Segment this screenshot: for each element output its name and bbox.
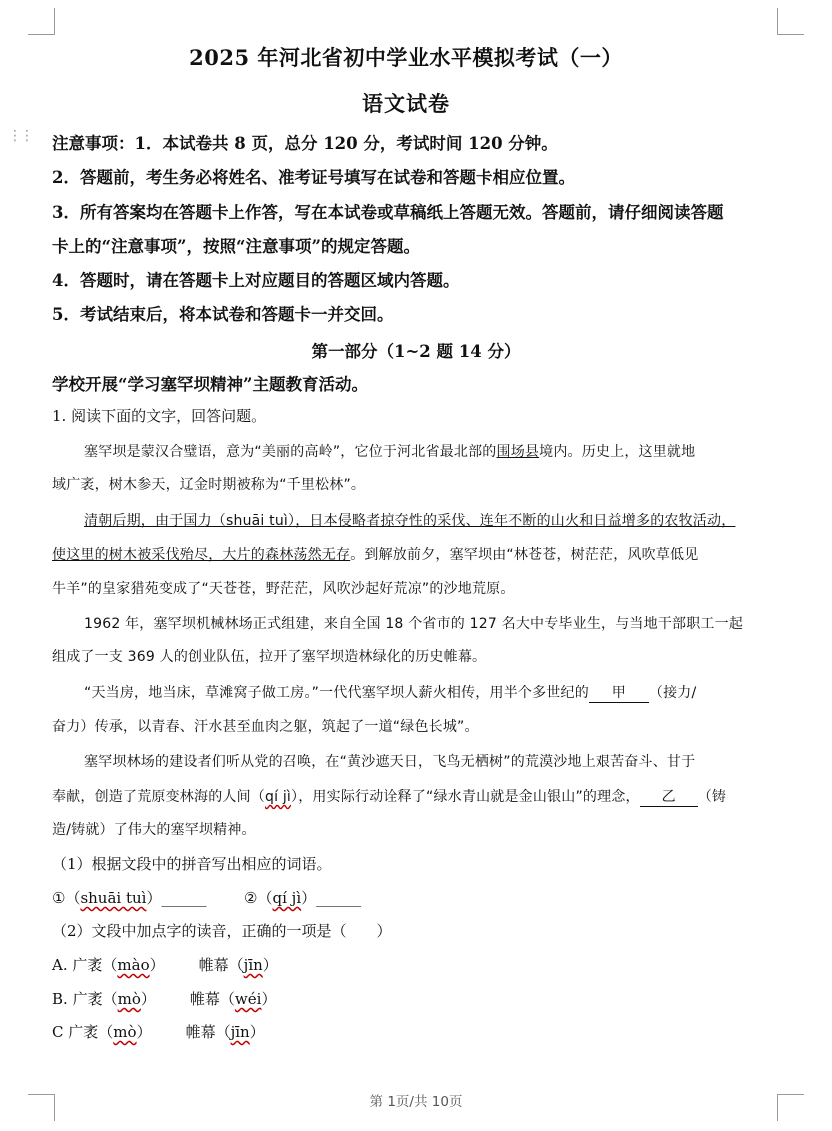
- crop-mark-top-right: [777, 8, 804, 35]
- notice-line-1: 注意事项：1．本试卷共 8 页，总分 120 分，考试时间 120 分钟。: [52, 134, 558, 153]
- passage-line: 使这里的树木被采伐殆尽，大片的森林荡然无存。到解放前夕，塞罕坝由“林苍苍，树茫茫，风吹草低见: [52, 547, 699, 563]
- passage-line: 域广袤，树木参天，辽金时期被称为“千里松林”。: [52, 477, 366, 493]
- notice-line-2: 2．答题前，考生务必将姓名、准考证号填写在试卷和答题卡相应位置。: [52, 168, 575, 187]
- passage-line-underlined: 清朝后期，由于国力（shuāi tuì），日本侵略者掠夺性的采伐、连年不断的山火和日益增多的农牧活动，: [84, 513, 736, 529]
- passage-line: 塞罕坝是蒙汉合璧语，意为“美丽的高岭”，它位于河北省最北部的围场县境内。历史上，这里就地: [84, 444, 696, 460]
- notice-line-6: 5．考试结束后，将本试卷和答题卡一并交回。: [52, 305, 394, 324]
- section-title: 第一部分（1~2 题 14 分）: [311, 342, 521, 361]
- notice-line-4: 卡上的“注意事项”，按照“注意事项”的规定答题。: [52, 237, 420, 256]
- passage-line: “天当房，地当床，草滩窝子做工房。”一代代塞罕坝人薪火相传，用半个多世纪的 甲 （接力/: [84, 682, 696, 703]
- drag-handle-icon[interactable]: ⋮⋮: [8, 128, 32, 144]
- page-subtitle: 语文试卷: [362, 91, 450, 116]
- passage-line: 造/铸就）了伟大的塞罕坝精神。: [52, 822, 256, 838]
- sub-question-2: （2）文段中加点字的读音，正确的一项是（ ）: [52, 922, 392, 940]
- blank-yi[interactable]: 乙: [640, 786, 698, 807]
- notice-line-3: 3．所有答案均在答题卡上作答，写在本试卷或草稿纸上答题无效。答题前，请仔细阅读答题: [52, 203, 724, 222]
- passage-line: 1962 年，塞罕坝机械林场正式组建，来自全国 18 个省市的 127 名大中专毕业生，与当地干部职工一起: [84, 616, 744, 632]
- question-1-prompt: 1. 阅读下面的文字，回答问题。: [52, 407, 267, 425]
- option-c[interactable]: C 广袤（mò） 帷幕（jīn）: [52, 1023, 265, 1041]
- page-title: 2025 年河北省初中学业水平模拟考试（一）: [189, 45, 623, 70]
- blank-jia[interactable]: 甲: [589, 682, 649, 703]
- passage-line: 组成了一支 369 人的创业队伍，拉开了塞罕坝造林绿化的历史帷幕。: [52, 649, 487, 665]
- passage-line: 奋力）传承，以青春、汗水甚至血肉之躯，筑起了一道“绿色长城”。: [52, 719, 479, 735]
- notice-line-5: 4．答题时，请在答题卡上对应题目的答题区域内答题。: [52, 271, 460, 290]
- crop-mark-top-left: [28, 8, 55, 35]
- page-footer: 第 1页/共 10页: [369, 1094, 463, 1110]
- passage-line: 牛羊”的皇家猎苑变成了“天苍苍，野茫茫，风吹沙起好荒凉”的沙地荒原。: [52, 581, 515, 597]
- theme-line: 学校开展“学习塞罕坝精神”主题教育活动。: [52, 375, 368, 394]
- sub-question-1-blanks: ①（shuāi tuì）______ ②（qí jì）______: [52, 889, 362, 907]
- passage-line: 塞罕坝林场的建设者们听从党的召唤，在“黄沙遮天日，飞鸟无栖树”的荒漠沙地上艰苦奋斗、甘于: [84, 754, 696, 770]
- option-a[interactable]: A. 广袤（mào） 帷幕（jīn）: [52, 956, 278, 974]
- passage-line: 奉献，创造了荒原变林海的人间（qí jì），用实际行动诠释了“绿水青山就是金山银山”的理念， 乙 （铸: [52, 786, 726, 807]
- sub-question-1: （1）根据文段中的拼音写出相应的词语。: [52, 855, 332, 873]
- option-b[interactable]: B. 广袤（mò） 帷幕（wéi）: [52, 990, 277, 1008]
